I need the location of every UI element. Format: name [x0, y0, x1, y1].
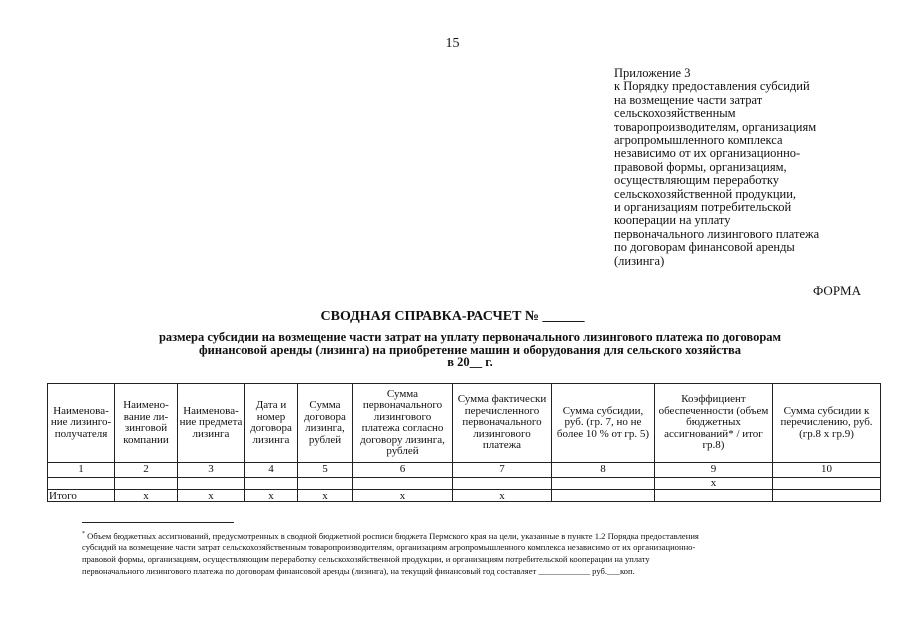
column-number: 1: [48, 463, 115, 478]
table-cell: x: [353, 490, 453, 502]
table-cell: [353, 478, 453, 490]
appendix-line: сельскохозяйственной продукции,: [614, 186, 797, 201]
footnote-line: Объем бюджетных ассигнований, предусмотренных в сводной бюджетной росписи бюджета Пермского края на цели, указанные в пункте 1.2 Порядка предоставления: [87, 530, 699, 541]
footnote: [82, 529, 858, 577]
table-cell: [453, 478, 552, 490]
table-cell: [115, 478, 178, 490]
column-number: 5: [298, 463, 353, 478]
table-cell: x: [453, 490, 552, 502]
table-cell: [245, 478, 298, 490]
document-title: СВОДНАЯ СПРАВКА-РАСЧЕТ № ______: [320, 309, 585, 324]
table-cell: [552, 490, 655, 502]
table-cell: [48, 478, 115, 490]
page-number: 15: [445, 36, 460, 51]
total-row: [48, 490, 881, 502]
table-cell: x: [245, 490, 298, 502]
table-cell: [178, 478, 245, 490]
subtitle-line: размера субсидии на возмещение части затрат на уплату первоначального лизингового платежа по договорам: [158, 330, 782, 344]
footnote-line: правовой формы, организациям, осуществляющим переработку сельскохозяйственной продукции, и организациям потребительской кооперации на уплату: [82, 554, 650, 565]
header-cell: Сумма фактически перечисленного первоначального лизингового платежа: [453, 384, 552, 463]
appendix-line: по договорам финансовой аренды: [614, 240, 795, 255]
table-cell: x: [115, 490, 178, 502]
appendix-line: агропромышленного комплекса: [614, 133, 783, 148]
appendix-line: к Порядку предоставления субсидий: [614, 79, 810, 94]
footnote-line: субсидий на возмещение части затрат сельскохозяйственным товаропроизводителям, организациям агропромышленного комплекса независимо от их организационно-: [82, 542, 696, 553]
appendix-line: осуществляющим переработку: [614, 173, 779, 188]
table-cell: [773, 490, 881, 502]
appendix-line: и организациям потребительской: [614, 200, 792, 215]
table-cell: [773, 478, 881, 490]
appendix-line: кооперации на уплату: [614, 213, 731, 228]
appendix-line: на возмещение части затрат: [614, 92, 763, 107]
header-cell: Дата и номер договора лизинга: [245, 384, 298, 463]
header-cell: Сумма договора лизинга, рублей: [298, 384, 353, 463]
table-cell: x: [655, 478, 773, 490]
column-number: 7: [453, 463, 552, 478]
appendix-line: (лизинга): [614, 253, 665, 268]
appendix-line: правовой формы, организациям,: [614, 159, 787, 174]
column-number: 6: [353, 463, 453, 478]
header-cell: Коэффициент обеспеченности (объем бюджетных ассигнований* / итог гр.8): [655, 384, 773, 463]
form-label: ФОРМА: [813, 283, 861, 298]
table-cell: [552, 478, 655, 490]
document-subtitle: [60, 331, 880, 369]
appendix-line: товаропроизводителям, организациям: [614, 119, 817, 134]
table-cell: [655, 490, 773, 502]
appendix-line: сельскохозяйственным: [614, 106, 736, 121]
header-cell: Наименова-ние предмета лизинга: [178, 384, 245, 463]
table-row: [48, 478, 881, 490]
header-cell: Наимено-вание ли-зинговой компании: [115, 384, 178, 463]
appendix-line: Приложение 3: [614, 66, 691, 80]
column-number: 2: [115, 463, 178, 478]
table-header-row: [48, 384, 881, 463]
footnote-marker: *: [82, 531, 85, 537]
column-number: 10: [773, 463, 881, 478]
subtitle-line: финансовой аренды (лизинга) на приобретение машин и оборудования для сельского хозяйства: [199, 342, 741, 357]
appendix-note: [614, 67, 874, 268]
appendix-line: первоначального лизингового платежа: [614, 226, 820, 241]
column-number: 3: [178, 463, 245, 478]
column-number: 8: [552, 463, 655, 478]
column-number: 9: [655, 463, 773, 478]
table-cell: [298, 478, 353, 490]
footnote-divider: [82, 522, 234, 523]
column-number: 4: [245, 463, 298, 478]
appendix-line: независимо от их организационно-: [614, 146, 801, 161]
subtitle-line: в 20__ г.: [447, 355, 493, 369]
header-cell: Сумма субсидии, руб. (гр. 7, но не более 10 % от гр. 5): [552, 384, 655, 463]
header-cell: Сумма первоначального лизингового платежа согласно договору лизинга, рублей: [353, 384, 453, 463]
header-cell: Сумма субсидии к перечислению, руб. (гр.8 х гр.9): [773, 384, 881, 463]
table-cell: x: [298, 490, 353, 502]
column-number-row: [48, 463, 881, 478]
header-cell: Наименова-ние лизинго-получателя: [48, 384, 115, 463]
total-label: Итого: [48, 490, 115, 502]
calculation-table: [47, 383, 881, 502]
footnote-line: первоначального лизингового платежа по договорам финансовой аренды (лизинга), на текущий финансовый год составляет ____________ руб.___коп.: [82, 565, 635, 576]
table-cell: x: [178, 490, 245, 502]
